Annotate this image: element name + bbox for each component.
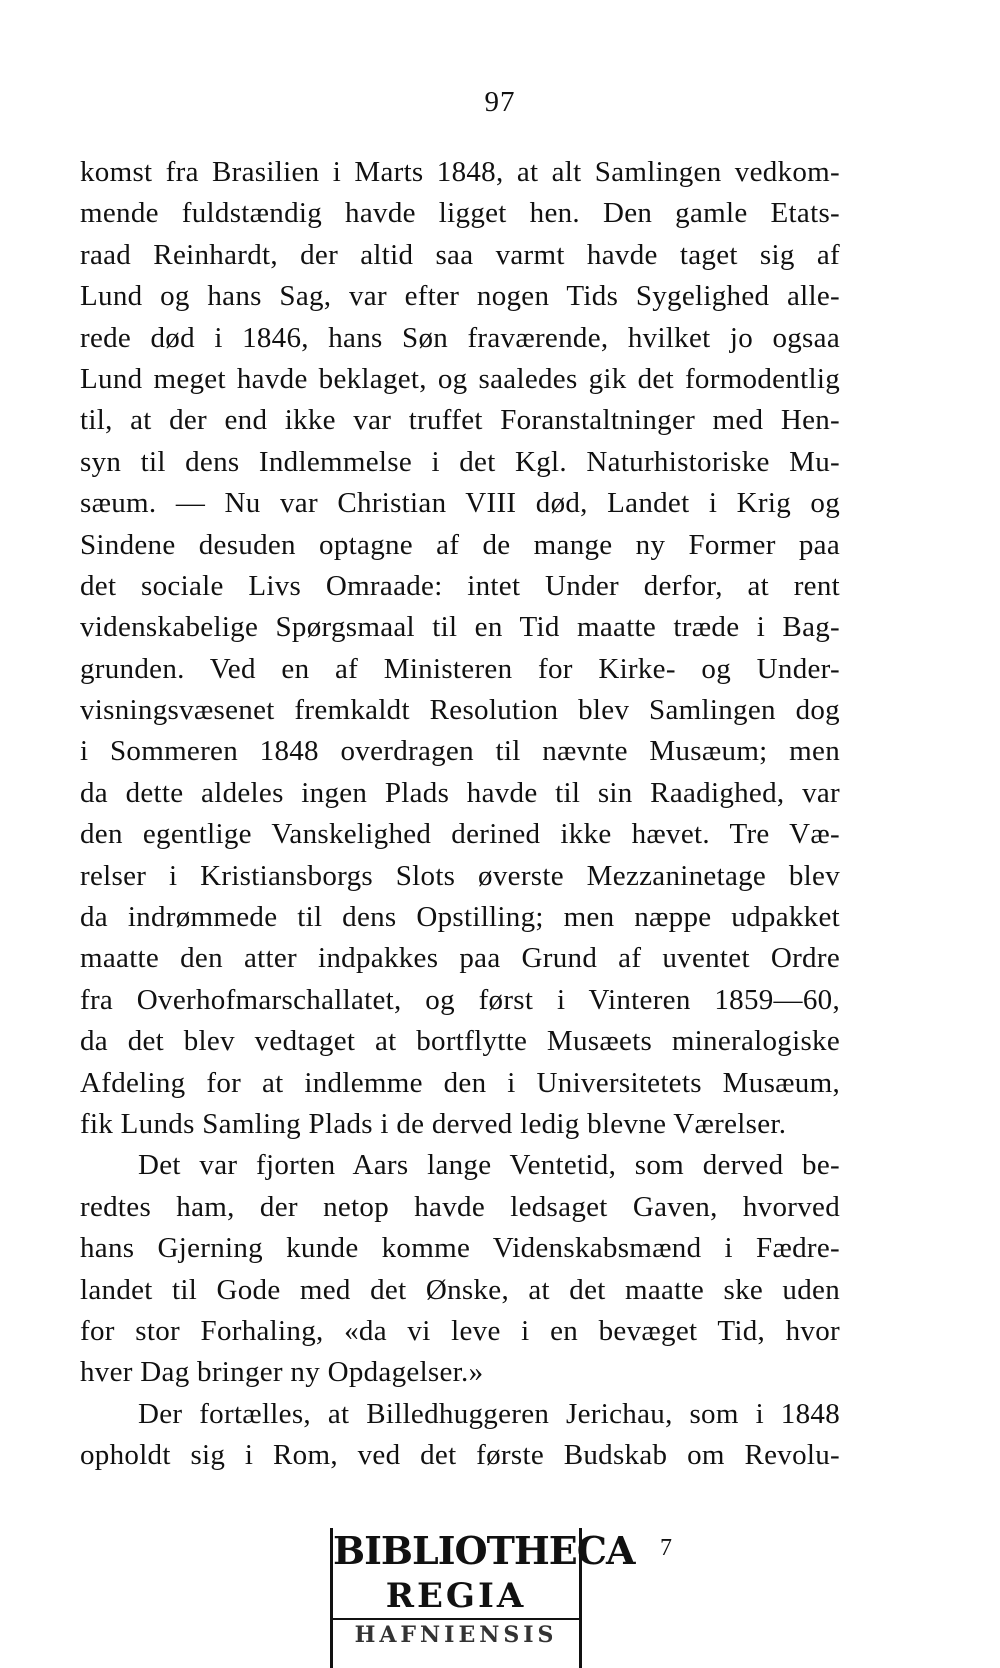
text-line: hver Dag bringer ny Opdagelser.» xyxy=(80,1356,484,1389)
page-number: 97 xyxy=(484,86,516,118)
text-line: Afdeling for at indlemme den i Universitetets Musæum, xyxy=(80,1066,840,1099)
text-line: relser i Kristiansborgs Slots øverste Mezzaninetage blev xyxy=(80,859,840,892)
text-line: visningsvæsenet fremkaldt Resolution blev Samlingen dog xyxy=(80,694,840,727)
text-line: komst fra Brasilien i Marts 1848, at alt Samlingen vedkom- xyxy=(80,156,840,188)
text-line: Der fortælles, at Billedhuggeren Jerichau, som i 1848 xyxy=(138,1397,840,1430)
text-line: opholdt sig i Rom, ved det første Budskab om Revolu- xyxy=(80,1439,840,1472)
text-line: videnskabelige Spørgsmaal til en Tid maatte træde i Bag- xyxy=(80,611,840,644)
text-line: syn til dens Indlemmelse i det Kgl. Naturhistoriske Mu- xyxy=(80,445,840,478)
text-line: raad Reinhardt, der altid saa varmt havde taget sig af xyxy=(80,238,840,271)
text-line: mende fuldstændig havde ligget hen. Den gamle Etats- xyxy=(80,197,840,230)
text-line: redtes ham, der netop havde ledsaget Gaven, hvorved xyxy=(80,1190,840,1223)
signature-mark: 7 xyxy=(660,1535,672,1561)
text-line: den egentlige Vanskelighed derined ikke hævet. Tre Væ- xyxy=(80,818,840,851)
text-line: da det blev vedtaget at bortflytte Musæets mineralogiske xyxy=(80,1025,840,1058)
text-line: til, at der end ikke var truffet Foranstaltninger med Hen- xyxy=(80,404,840,437)
stamp-line-2: REGIA xyxy=(385,1576,527,1616)
text-line: grunden. Ved en af Ministeren for Kirke- og Under- xyxy=(80,652,840,685)
stamp-line-1: BIBLIOTHECA xyxy=(333,1528,635,1573)
text-line: landet til Gode med det Ønske, at det maatte ske uden xyxy=(80,1273,840,1306)
text-line: rede død i 1846, hans Søn fraværende, hvilket jo ogsaa xyxy=(80,321,840,354)
body-text xyxy=(80,152,840,1477)
text-line: da indrømmede til dens Opstilling; men næppe udpakket xyxy=(80,901,840,934)
text-line: fra Overhofmarschallatet, og først i Vinteren 1859—60, xyxy=(80,983,840,1016)
text-line: i Sommeren 1848 overdragen til nævnte Musæum; men xyxy=(80,735,840,768)
text-line: fik Lunds Samling Plads i de derved ledig blevne Værelser. xyxy=(80,1107,787,1140)
text-line: for stor Forhaling, «da vi leve i en bevæget Tid, hvor xyxy=(80,1314,840,1347)
text-line: sæum. — Nu var Christian VIII død, Landet i Krig og xyxy=(80,487,840,520)
text-line: Lund og hans Sag, var efter nogen Tids Sygelighed alle- xyxy=(80,280,840,313)
text-line: da dette aldeles ingen Plads havde til sin Raadighed, var xyxy=(80,776,840,809)
text-line: Sindene desuden optagne af de mange ny Former paa xyxy=(80,528,840,561)
text-line: det sociale Livs Omraade: intet Under derfor, at rent xyxy=(80,569,840,602)
text-line: hans Gjerning kunde komme Videnskabsmænd i Fædre- xyxy=(80,1232,840,1265)
text-line: maatte den atter indpakkes paa Grund af uventet Ordre xyxy=(80,942,840,975)
stamp-line-3: HAFNIENSIS xyxy=(333,1618,579,1650)
text-line: Det var fjorten Aars lange Ventetid, som derved be- xyxy=(138,1149,840,1182)
library-stamp xyxy=(330,1528,635,1668)
text-line: Lund meget havde beklaget, og saaledes gik det formodentlig xyxy=(80,362,840,395)
